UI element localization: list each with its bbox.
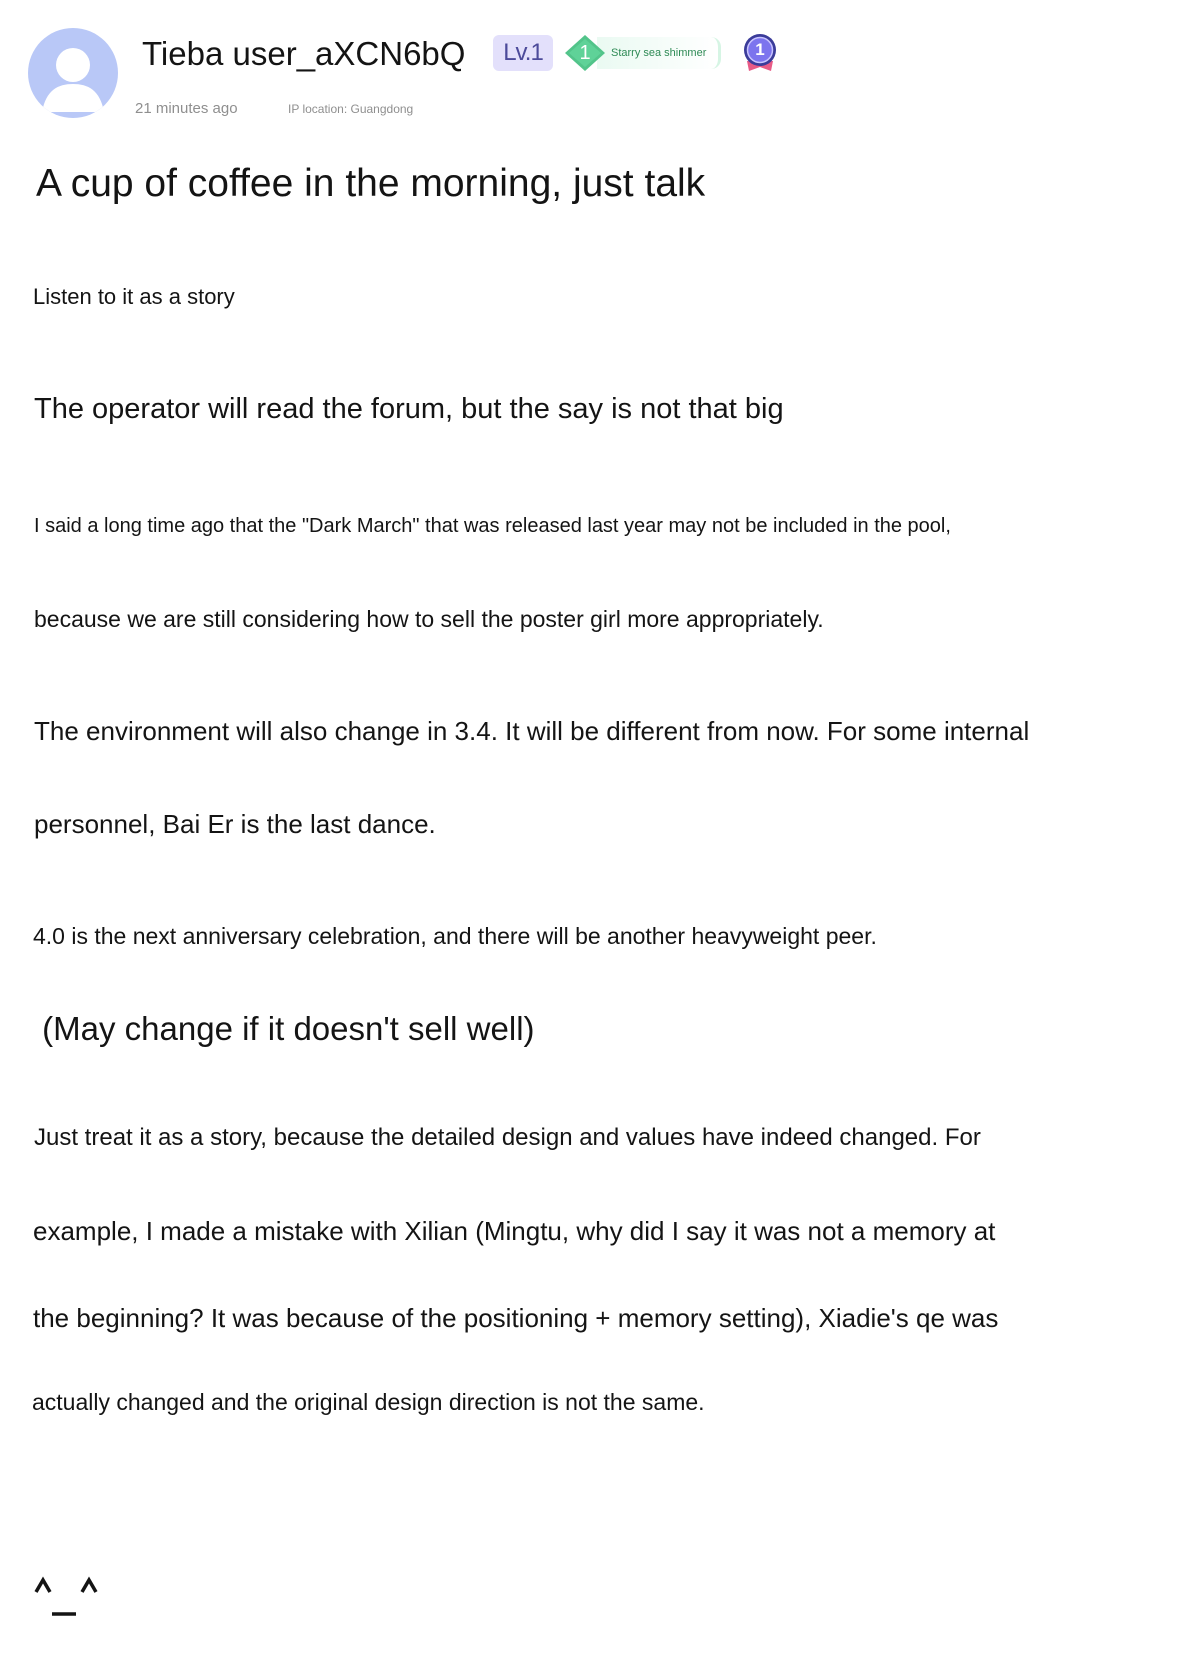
medal-number: 1 — [755, 40, 765, 59]
post-paragraph: 4.0 is the next anniversary celebration, and there will be another heavyweight peer. — [33, 923, 877, 949]
rank-badge[interactable] — [563, 35, 723, 71]
post-paragraph: (May change if it doesn't sell well) — [33, 1010, 535, 1047]
post-paragraph: Just treat it as a story, because the detailed design and values have indeed changed. For — [34, 1124, 981, 1151]
post-paragraph: I said a long time ago that the "Dark March" that was released last year may not be included in the pool, — [34, 515, 951, 537]
post-paragraph: the beginning? It was because of the positioning + memory setting), Xiadie's qe was — [33, 1303, 999, 1333]
post-paragraph: The environment will also change in 3.4. It will be different from now. For some internal — [34, 716, 1030, 746]
smiley-face-icon — [34, 1572, 104, 1642]
author-username[interactable]: Tieba user_aXCN6bQ — [142, 35, 466, 72]
medal-badge[interactable] — [741, 33, 779, 73]
post-paragraph: personnel, Bai Er is the last dance. — [34, 809, 436, 839]
default-avatar-icon — [28, 28, 118, 118]
post-paragraph: because we are still considering how to sell the poster girl more appropriately. — [34, 606, 824, 632]
post-paragraph: actually changed and the original design direction is not the same. — [32, 1389, 705, 1415]
level-badge: Lv.1 — [493, 35, 553, 71]
ip-location: IP location: Guangdong — [288, 102, 414, 116]
post-paragraph: example, I made a mistake with Xilian (Mingtu, why did I say it was not a memory at — [33, 1216, 996, 1246]
post-paragraph: The operator will read the forum, but the say is not that big — [34, 393, 784, 425]
rank-title: Starry sea shimmer — [611, 47, 707, 59]
post-time: 21 minutes ago — [135, 100, 238, 117]
avatar[interactable] — [28, 28, 118, 118]
post-paragraph: Listen to it as a story — [33, 284, 235, 309]
rank-number: 1 — [579, 42, 591, 64]
post-header — [0, 0, 1198, 130]
post-title: A cup of coffee in the morning, just talk — [36, 162, 706, 205]
